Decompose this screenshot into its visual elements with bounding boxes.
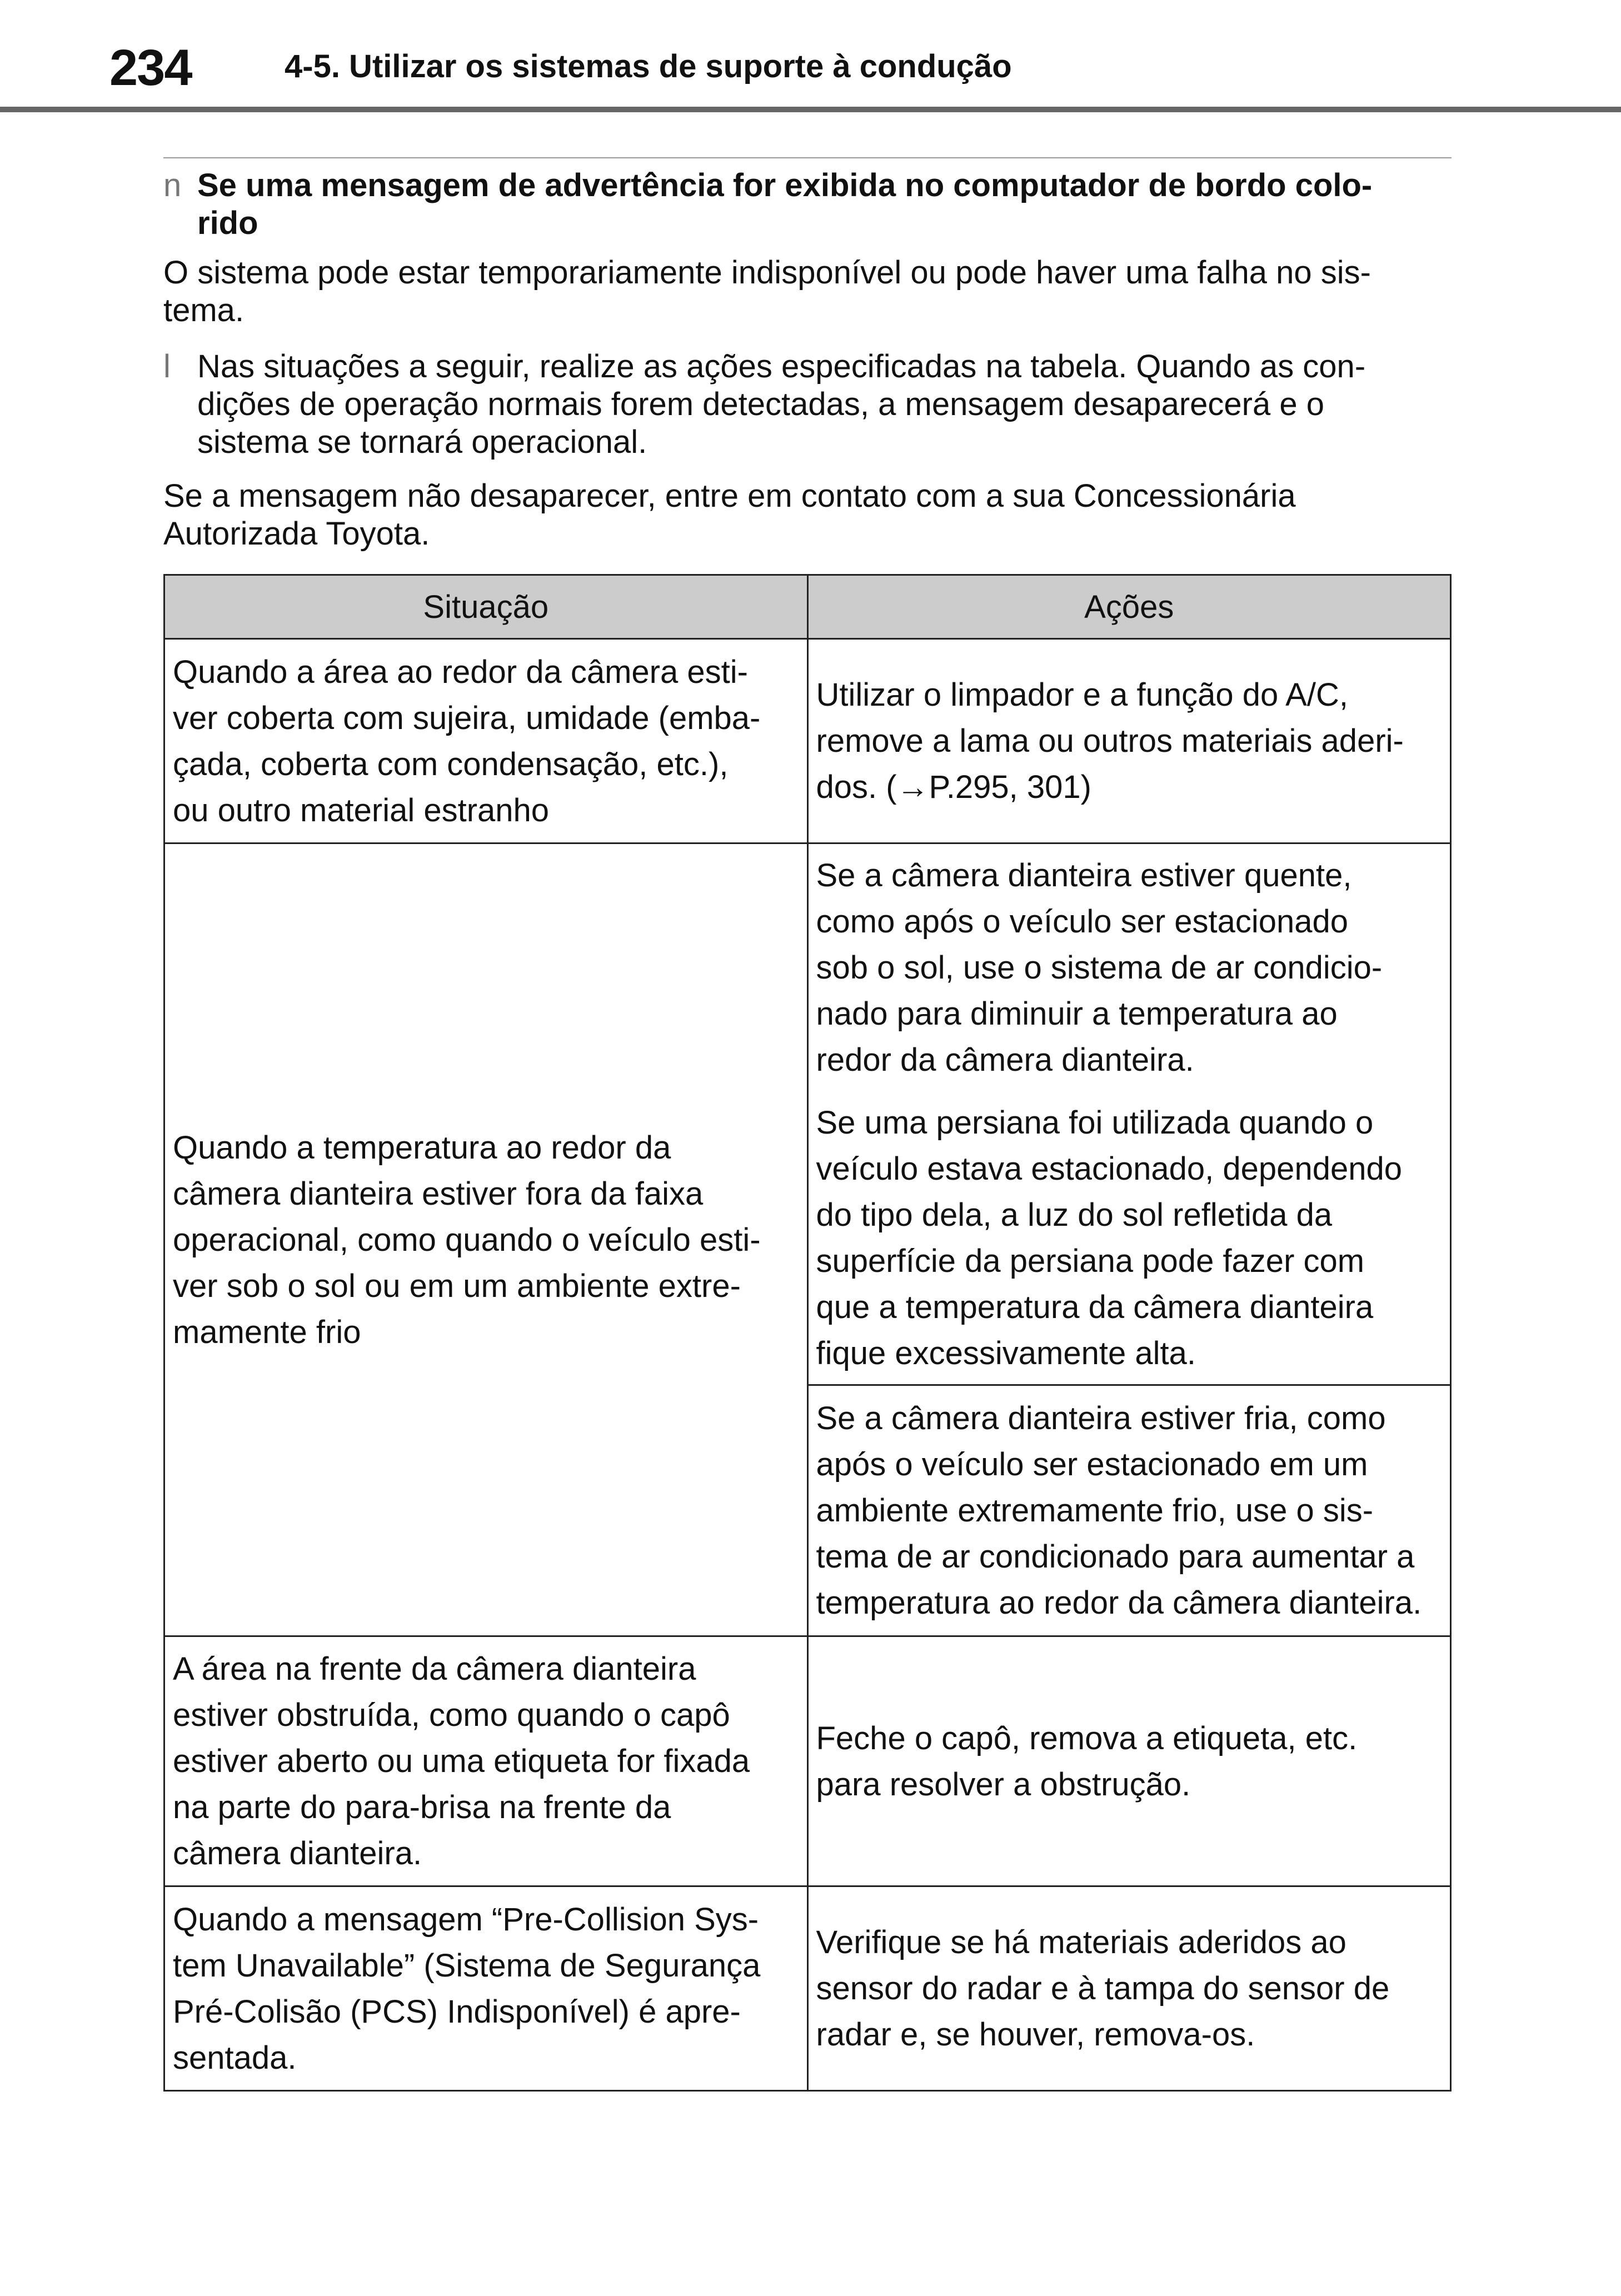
text-line: Feche o capô, remova a etiqueta, etc.	[816, 1720, 1358, 1756]
text-line: mamente frio	[173, 1314, 361, 1350]
bullet-paragraph	[163, 348, 1452, 461]
text-line: O sistema pode estar temporariamente indisponível ou pode haver uma falha no sis-	[163, 254, 1371, 291]
text-line: superfície da persiana pode fazer com	[816, 1242, 1365, 1279]
text-line: na parte do para-brisa na frente da	[173, 1789, 671, 1825]
actions-cell	[807, 1385, 1451, 1636]
page-number: 234	[109, 39, 192, 96]
text-line: sentada.	[173, 2039, 297, 2076]
text-line: do tipo dela, a luz do sol refletida da	[816, 1196, 1333, 1233]
text-line: dos. (→P.295, 301)	[816, 769, 1091, 805]
text-line: A área na frente da câmera dianteira	[173, 1651, 696, 1687]
square-bullet-icon: n	[163, 167, 182, 203]
text-line: remove a lama ou outros materiais aderi-	[816, 723, 1404, 759]
text-line: nado para diminuir a temperatura ao	[816, 995, 1338, 1032]
text-line: Pré-Colisão (PCS) Indisponível) é apre-	[173, 1993, 741, 2030]
situation-cell	[164, 843, 808, 1636]
contact-paragraph	[163, 477, 1452, 553]
text-line: Verifique se há materiais aderidos ao	[816, 1924, 1346, 1960]
text-line: como após o veículo ser estacionado	[816, 903, 1349, 940]
warning-actions-table	[163, 574, 1452, 2092]
column-header-situation: Situação	[164, 575, 808, 639]
text-line: sistema se tornará operacional.	[197, 424, 647, 460]
text-line: estiver obstruída, como quando o capô	[173, 1697, 730, 1733]
actions-cell	[807, 1636, 1451, 1886]
bullet-icon: l	[163, 348, 171, 385]
text-line: sensor do radar e à tampa do sensor de	[816, 1970, 1390, 2006]
situation-cell	[164, 1636, 808, 1886]
text-line: çada, coberta com condensação, etc.),	[173, 746, 729, 782]
text-line: Se a mensagem não desaparecer, entre em contato com a sua Concessionária	[163, 478, 1296, 514]
warning-heading	[163, 167, 1452, 242]
text-line: veículo estava estacionado, dependendo	[816, 1150, 1402, 1187]
text-line: para resolver a obstrução.	[816, 1766, 1191, 1803]
text-line: sob o sol, use o sistema de ar condicio-	[816, 949, 1383, 986]
actions-cell	[807, 639, 1451, 843]
text-line: câmera dianteira.	[173, 1835, 422, 1871]
text-line: tem Unavailable” (Sistema de Segurança	[173, 1947, 761, 1984]
text-line: tema.	[163, 292, 245, 328]
actions-cell	[807, 1886, 1451, 2091]
text-line: Quando a área ao redor da câmera esti-	[173, 653, 748, 690]
text-line: Nas situações a seguir, realize as ações especificadas na tabela. Quando as con-	[197, 348, 1366, 385]
text-line: ver sob o sol ou em um ambiente extre-	[173, 1267, 741, 1304]
table-row	[164, 1636, 1451, 1886]
table-row	[164, 843, 1451, 1385]
text-line: estiver aberto ou uma etiqueta for fixada	[173, 1743, 750, 1779]
text-line: Autorizada Toyota.	[163, 516, 430, 552]
text-line: tema de ar condicionado para aumentar a	[816, 1539, 1415, 1575]
text-line: operacional, como quando o veículo esti-	[173, 1221, 761, 1258]
actions-cell	[807, 843, 1451, 1385]
section-divider	[163, 157, 1452, 158]
text-line: Se uma mensagem de advertência for exibida no computador de bordo colo-	[197, 167, 1373, 203]
text-line: Utilizar o limpador e a função do A/C,	[816, 677, 1348, 713]
text-line: que a temperatura da câmera dianteira	[816, 1289, 1374, 1325]
section-title: 4-5. Utilizar os sistemas de suporte à condução	[285, 48, 1012, 84]
text-line: dições de operação normais forem detectadas, a mensagem desaparecerá e o	[197, 386, 1324, 422]
intro-paragraph	[163, 254, 1452, 330]
table-row	[164, 1886, 1451, 2091]
table-row	[164, 639, 1451, 843]
text-line: ambiente extremamente frio, use o sis-	[816, 1493, 1374, 1529]
text-line: radar e, se houver, remova-os.	[816, 2017, 1255, 2053]
header-rule	[0, 107, 1621, 112]
text-line: ver coberta com sujeira, umidade (emba-	[173, 700, 761, 736]
text-line: Quando a temperatura ao redor da	[173, 1129, 671, 1166]
text-line: Quando a mensagem “Pre-Collision Sys-	[173, 1901, 759, 1938]
text-line: rido	[197, 205, 258, 241]
text-line: Se a câmera dianteira estiver quente,	[816, 857, 1352, 894]
text-line: Se a câmera dianteira estiver fria, como	[816, 1400, 1386, 1436]
text-line: temperatura ao redor da câmera dianteira.	[816, 1585, 1422, 1621]
text-line: câmera dianteira estiver fora da faixa	[173, 1175, 704, 1212]
text-line: fique excessivamente alta.	[816, 1335, 1196, 1371]
situation-cell	[164, 639, 808, 843]
text-line: redor da câmera dianteira.	[816, 1041, 1194, 1078]
text-line: Se uma persiana foi utilizada quando o	[816, 1104, 1374, 1141]
column-header-actions: Ações	[807, 575, 1451, 639]
text-line: após o veículo ser estacionado em um	[816, 1446, 1368, 1483]
situation-cell	[164, 1886, 808, 2091]
text-line: ou outro material estranho	[173, 792, 550, 828]
